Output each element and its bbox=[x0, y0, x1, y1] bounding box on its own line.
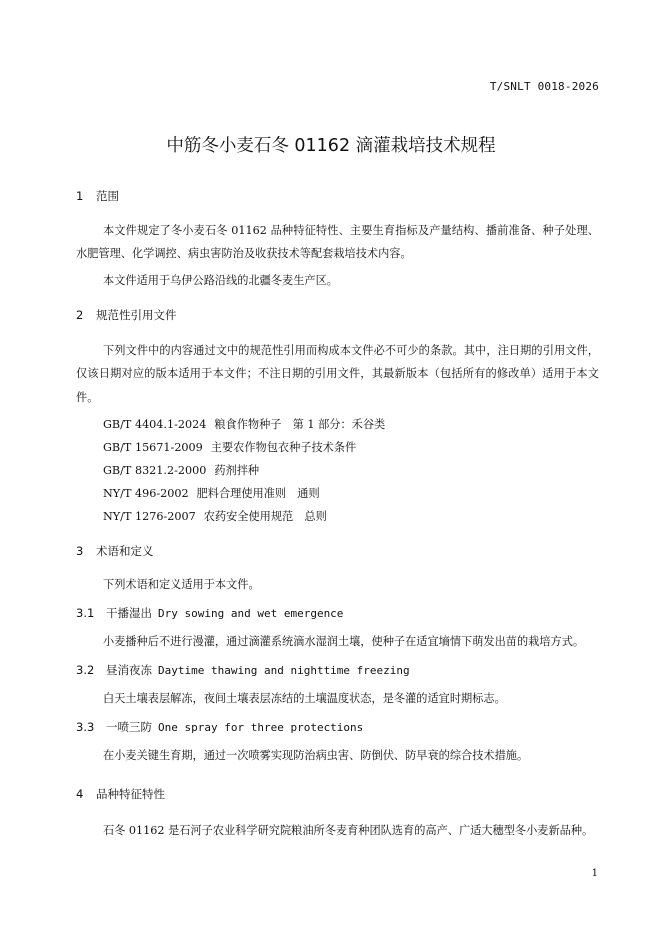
term-cn: 干播湿出 bbox=[106, 606, 152, 620]
reference-code: NY/T 496-2002 bbox=[103, 487, 189, 500]
section-title: 规范性引用文件 bbox=[96, 308, 177, 322]
section-title: 品种特征特性 bbox=[96, 787, 165, 801]
reference-code: GB/T 4404.1-2024 bbox=[103, 418, 207, 431]
reference-name: 药剂拌种 bbox=[214, 464, 260, 477]
term-en: One spray for three protections bbox=[158, 721, 364, 734]
term-en: Dry sowing and wet emergence bbox=[158, 607, 344, 620]
scope-paragraph-2: 本文件适用于乌伊公路沿线的北疆冬麦生产区。 bbox=[103, 274, 338, 287]
terms-intro: 下列术语和定义适用于本文件。 bbox=[103, 578, 260, 591]
term-cn: 昼消夜冻 bbox=[106, 663, 152, 677]
section-heading-scope bbox=[76, 188, 119, 204]
reference-code: GB/T 8321.2-2000 bbox=[103, 464, 207, 477]
term-definition: 在小麦关键生育期，通过一次喷雾实现防治病虫害、防倒伏、防早衰的综合技术措施。 bbox=[103, 749, 529, 762]
section-heading-traits bbox=[76, 786, 165, 802]
traits-paragraph: 石冬 01162 是石河子农业科学研究院粮油所冬麦育种团队选育的高产、广适大穗型冬小麦新品种。 bbox=[103, 824, 594, 837]
term-heading bbox=[76, 662, 410, 678]
section-number: 1 bbox=[76, 189, 84, 203]
reference-item bbox=[103, 416, 385, 432]
reference-code: GB/T 15671-2009 bbox=[103, 441, 203, 454]
section-number: 4 bbox=[76, 787, 84, 801]
reference-name: 粮食作物种子 第 1 部分：禾谷类 bbox=[214, 418, 386, 431]
section-title: 术语和定义 bbox=[96, 544, 154, 558]
section-number: 3 bbox=[76, 544, 84, 558]
term-heading bbox=[76, 605, 343, 621]
reference-item bbox=[103, 439, 356, 455]
reference-name: 主要农作物包衣种子技术条件 bbox=[210, 441, 357, 454]
section-title: 范围 bbox=[96, 189, 119, 203]
reference-item bbox=[103, 462, 259, 478]
standard-code: T/SNLT 0018-2026 bbox=[489, 80, 599, 93]
scope-paragraph-1: 本文件规定了冬小麦石冬 01162 品种特征特性、主要生育指标及产量结构、播前准备、种子处理、水肥管理、化学调控、病虫害防治及收获技术等配套栽培技术内容。 bbox=[76, 224, 599, 261]
document-title: 中筋冬小麦石冬 01162 滴灌栽培技术规程 bbox=[166, 136, 496, 156]
normative-paragraph: 下列文件中的内容通过文中的规范性引用而构成本文件必不可少的条款。其中，注日期的引用文件，仅该日期对应的版本适用于本文件；不注日期的引用文件，其最新版本（包括所有的修改单）适用于本文件。 bbox=[76, 344, 599, 404]
term-heading bbox=[76, 719, 363, 735]
term-cn: 一喷三防 bbox=[106, 720, 152, 734]
section-heading-normative bbox=[76, 307, 177, 323]
reference-code: NY/T 1276-2007 bbox=[103, 510, 196, 523]
reference-name: 肥料合理使用准则 通则 bbox=[196, 487, 320, 500]
term-en: Daytime thawing and nighttime freezing bbox=[158, 664, 410, 677]
reference-item bbox=[103, 508, 327, 524]
reference-item bbox=[103, 485, 320, 501]
page-number: 1 bbox=[591, 868, 598, 879]
term-definition: 小麦播种后不进行漫灌，通过滴灌系统滴水湿润土壤，使种子在适宜墒情下萌发出苗的栽培方式。 bbox=[103, 635, 585, 648]
section-heading-terms bbox=[76, 543, 154, 559]
term-number: 3.2 bbox=[76, 663, 95, 677]
term-definition: 白天土壤表层解冻，夜间土壤表层冻结的土壤温度状态，是冬灌的适宜时期标志。 bbox=[103, 692, 506, 705]
reference-name: 农药安全使用规范 总则 bbox=[203, 510, 327, 523]
term-number: 3.1 bbox=[76, 606, 95, 620]
term-number: 3.3 bbox=[76, 720, 95, 734]
section-number: 2 bbox=[76, 308, 84, 322]
